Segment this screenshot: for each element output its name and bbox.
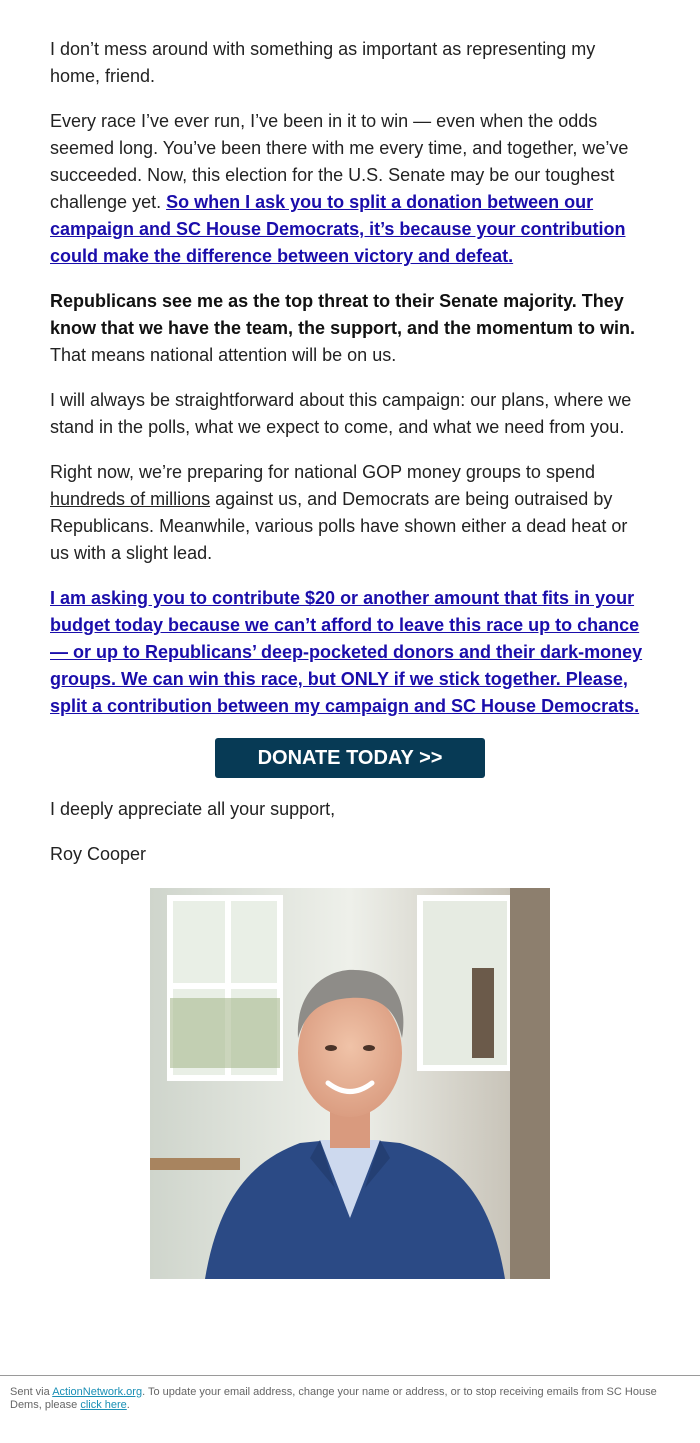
email-body [50,36,650,886]
contribute-link[interactable]: I am asking you to contribute $20 or another amount that fits in your budget today because we can’t afford to leave this race up to chance — or up to Republicans’ deep-pocketed donors and their dark-money groups. We can win this race, but ONLY if we stick together. Please, split a contribution between my campaign and SC House Democrats. [50,588,643,716]
paragraph-ask [50,585,650,720]
paragraph-race [50,108,650,270]
paragraph-intro: I don’t mess around with something as important as representing my home, friend. [50,39,596,86]
paragraph-race-text: Every race I’ve ever run, I’ve been in it to win — even when the odds seemed long. You’ve been there with me every time, and together, we’ve succeeded. Now, this election for the U.S. Senate may be our toughest challenge yet. [50,111,629,212]
signature: Roy Cooper [50,844,147,864]
gop-text-after: against us, and Democrats are being outraised by Republicans. Meanwhile, various polls have shown either a dead heat or us with a slight lead. [50,489,628,563]
footer-prefix: Sent via [10,1386,53,1398]
threat-text: That means national attention will be on us. [50,345,397,365]
gop-text-before: Right now, we’re preparing for national GOP money groups to spend [50,462,595,482]
footer-middle: . To update your email address, change your name or address, or to stop receiving emails from SC House Dems, please [10,1386,657,1411]
threat-bold-text: Republicans see me as the top threat to their Senate majority. They know that we have the team, the support, and the momentum to win. [50,291,636,338]
candidate-photo [150,888,550,1279]
unsubscribe-click-here-link[interactable]: click here [80,1399,127,1411]
split-donation-link[interactable]: So when I ask you to split a donation between our campaign and SC House Democrats, it’s because your contribution could make the difference between victory and defeat. [50,192,626,266]
portrait-image [150,888,550,1279]
donate-today-button[interactable]: DONATE TODAY >> [215,738,485,778]
closing-line: I deeply appreciate all your support, [50,799,336,819]
actionnetwork-link[interactable]: ActionNetwork.org [52,1386,143,1398]
paragraph-threat [50,288,650,369]
donate-button-wrap [50,738,650,778]
email-footer [0,1375,700,1443]
paragraph-gop-money [50,459,650,567]
hundreds-of-millions-link[interactable]: hundreds of millions [50,489,211,509]
paragraph-straightforward: I will always be straightforward about this campaign: our plans, where we stand in the polls, what we expect to come, and what we need from you. [50,390,632,437]
footer-text [10,1386,690,1412]
footer-suffix: . [126,1399,130,1411]
